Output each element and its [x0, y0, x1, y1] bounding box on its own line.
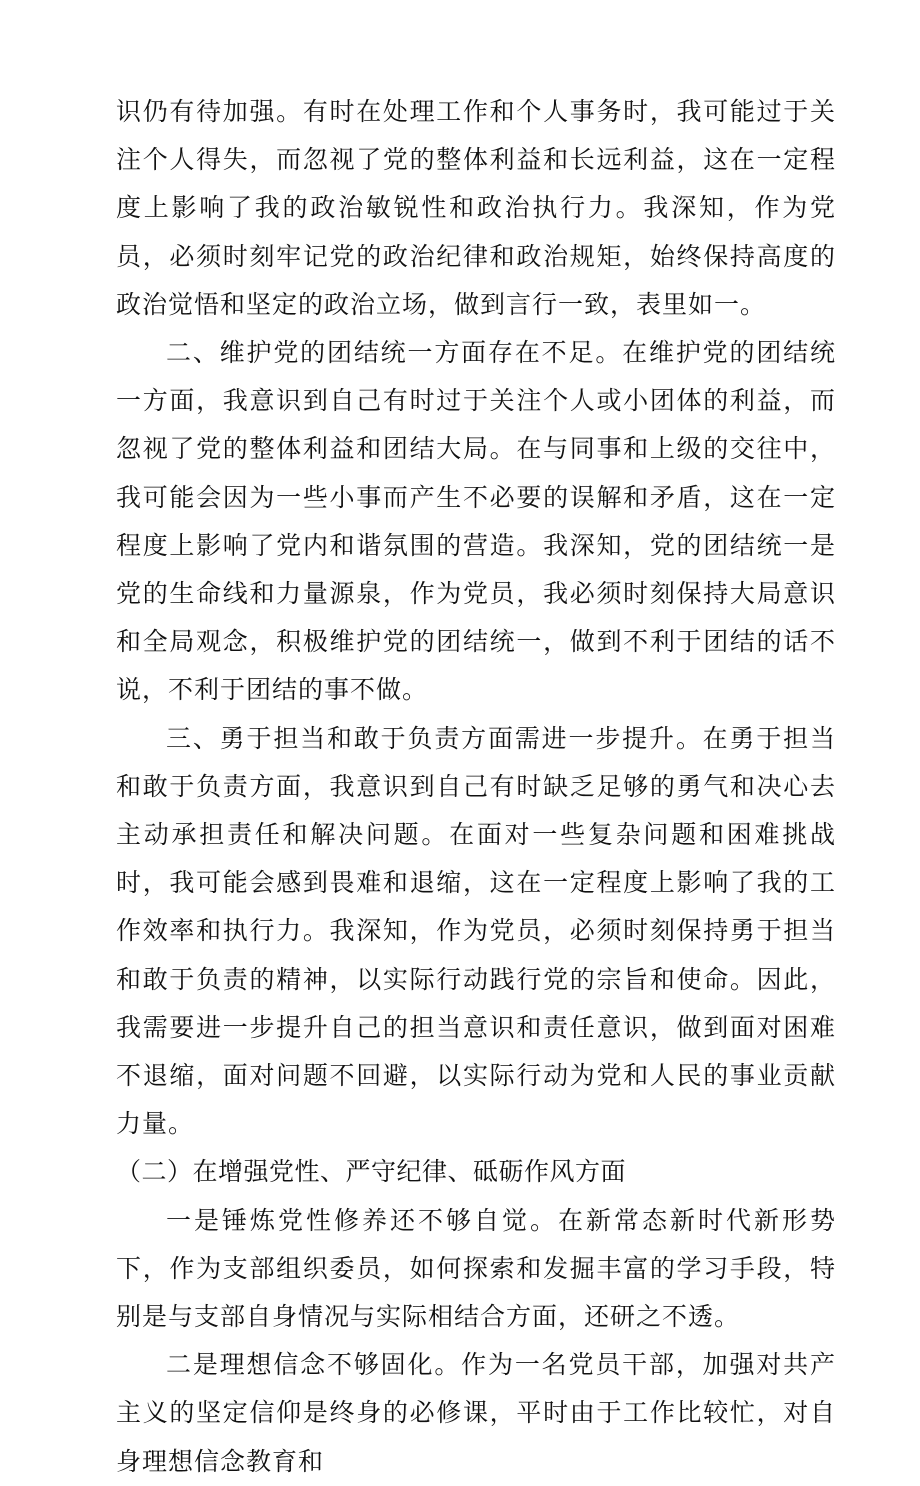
- paragraph-unity: 二、维护党的团结统一方面存在不足。在维护党的团结统一方面，我意识到自己有时过于关注个人或小团体的利益，而忽视了党的整体利益和团结大局。在与同事和上级的交往中，我可能会因为一些小事而产生不必要的误解和矛盾，这在一定程度上影响了党内和谐氛围的营造。我深知，党的团结统一是党的生命线和力量源泉，作为党员，我必须时刻保持大局意识和全局观念，积极维护党的团结统一，做到不利于团结的话不说，不利于团结的事不做。: [116, 338, 836, 705]
- section-heading: （二）在增强党性、严守纪律、砥砺作风方面: [116, 1157, 627, 1187]
- paragraph-responsibility: 三、勇于担当和敢于负责方面需进一步提升。在勇于担当和敢于负责方面，我意识到自己有时缺乏足够的勇气和决心去主动承担责任和解决问题。在面对一些复杂问题和困难挑战时，我可能会感到畏难和退缩，这在一定程度上影响了我的工作效率和执行力。我深知，作为党员，必须时刻保持勇于担当和敢于负责的精神，以实际行动践行党的宗旨和使命。因此，我需要进一步提升自己的担当意识和责任意识，做到面对困难不退缩，面对问题不回避，以实际行动为党和人民的事业贡献力量。: [116, 723, 836, 1139]
- document-body: [116, 88, 836, 1486]
- paragraph-party-spirit: 一是锤炼党性修养还不够自觉。在新常态新时代新形势下，作为支部组织委员，如何探索和发掘丰富的学习手段，特别是与支部自身情况与实际相结合方面，还研之不透。: [116, 1205, 836, 1332]
- paragraph-continuation: 识仍有待加强。有时在处理工作和个人事务时，我可能过于关注个人得失，而忽视了党的整体利益和长远利益，这在一定程度上影响了我的政治敏锐性和政治执行力。我深知，作为党员，必须时刻牢记党的政治纪律和政治规矩，始终保持高度的政治觉悟和坚定的政治立场，做到言行一致，表里如一。: [116, 97, 836, 319]
- paragraph-ideals: 二是理想信念不够固化。作为一名党员干部，加强对共产主义的坚定信仰是终身的必修课，平时由于工作比较忙，对自身理想信念教育和: [116, 1350, 836, 1476]
